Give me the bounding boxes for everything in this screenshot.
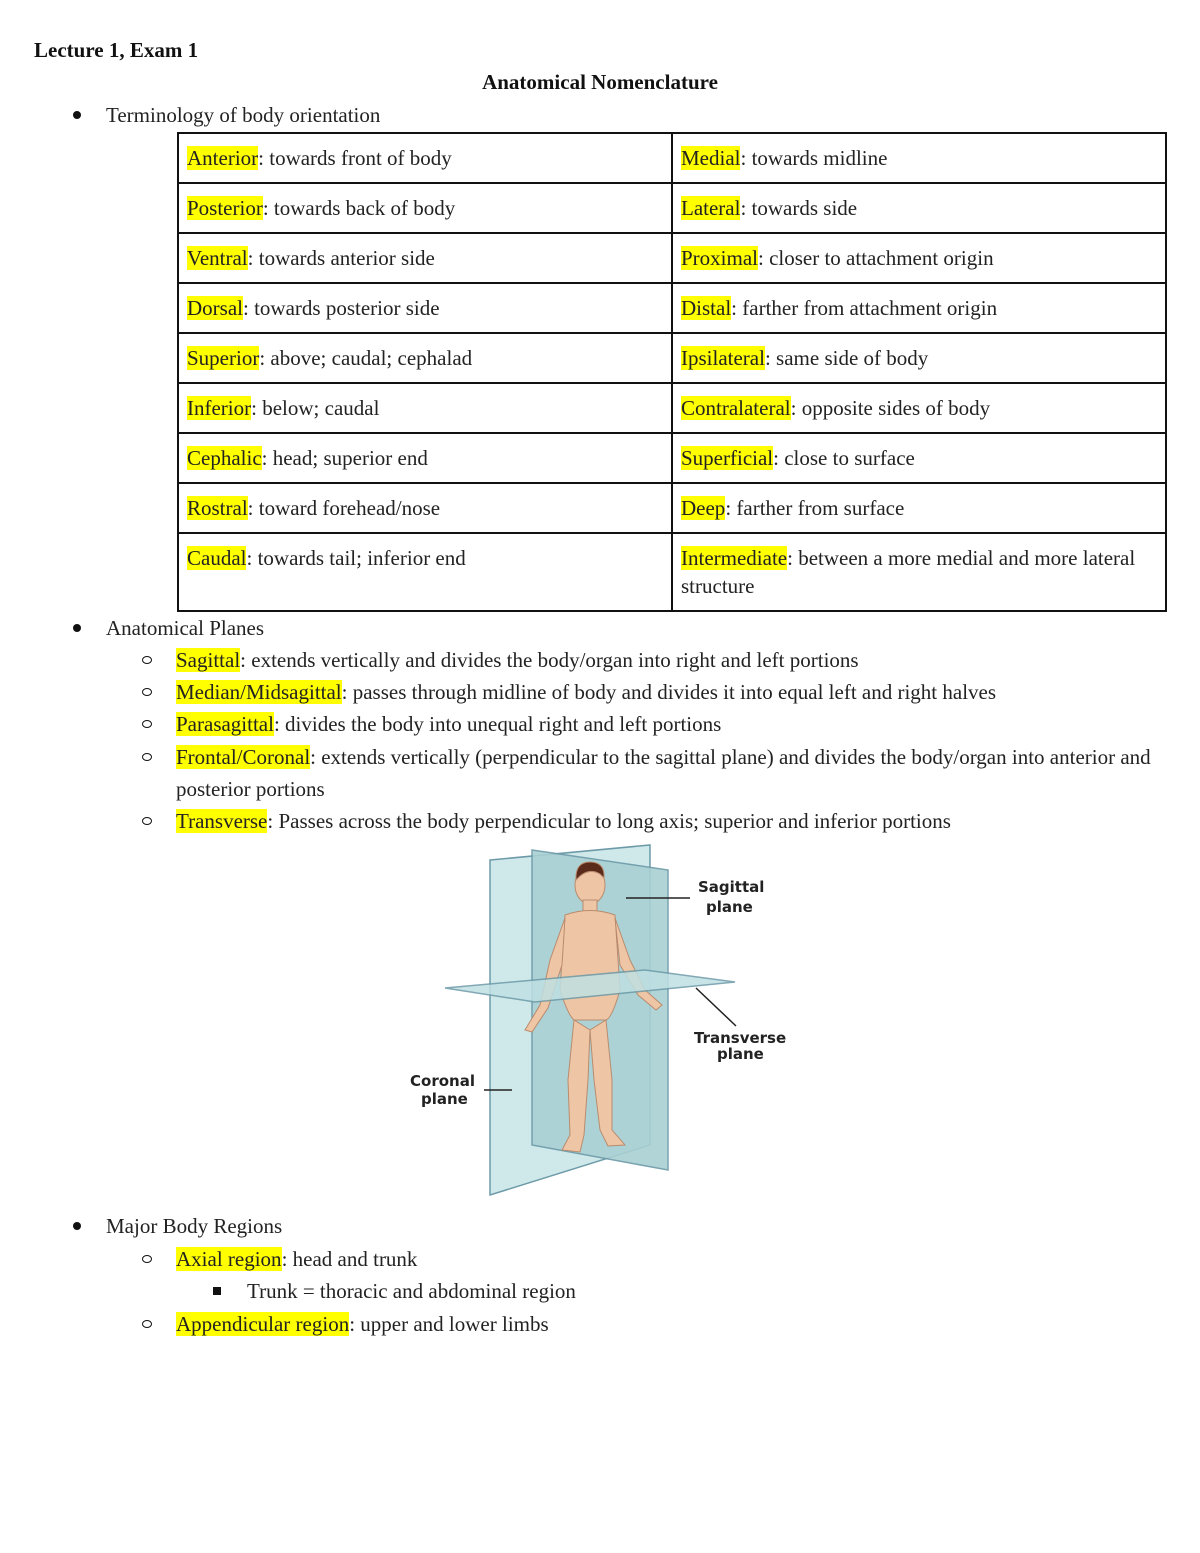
orientation-terms-table [177,132,1167,612]
section-heading-planes: Anatomical Planes [106,616,265,640]
document-header: Lecture 1, Exam 1 [34,38,199,62]
plane-item-coronal [176,741,1166,805]
term-highlight: Contralateral [681,396,791,420]
circle-bullet-icon [142,720,152,728]
term-description: : below; caudal [251,396,380,420]
circle-bullet-icon [142,1320,152,1328]
table-cell [178,483,672,533]
term-description: : extends vertically and divides the body/organ into right and left portions [240,648,859,672]
sagittal-plane-label: Sagittal [698,878,765,896]
table-row [178,533,1166,611]
plane-item-parasagittal [176,708,721,740]
term-description: : head and trunk [281,1247,418,1271]
term-highlight: Lateral [681,196,741,220]
section-heading-orientation: Terminology of body orientation [106,103,381,127]
circle-bullet-icon [142,753,152,761]
term-description: : towards front of body [258,146,452,170]
table-row [178,283,1166,333]
plane-item-sagittal [176,644,859,676]
coronal-plane-label: Coronal [410,1072,475,1090]
term-description: : towards midline [740,146,888,170]
circle-bullet-icon [142,656,152,664]
term-description: : upper and lower limbs [349,1312,549,1336]
page-title: Anatomical Nomenclature [482,70,718,94]
term-description: : towards back of body [262,196,456,220]
circle-bullet-icon [142,1255,152,1263]
bullet-icon [73,111,81,119]
term-description: : head; superior end [261,446,428,470]
circle-bullet-icon [142,817,152,825]
term-description: : closer to attachment origin [758,246,994,270]
term-highlight: Dorsal [187,296,243,320]
table-cell [672,433,1166,483]
term-description: : divides the body into unequal right and left portions [273,712,722,736]
table-cell [178,383,672,433]
term-highlight: Ipsilateral [681,346,765,370]
term-highlight: Transverse [176,809,268,833]
term-description: : Passes across the body perpendicular to long axis; superior and inferior portions [267,809,951,833]
table-row [178,333,1166,383]
anatomical-planes-figure [400,840,800,1200]
table-cell [178,433,672,483]
table-row [178,383,1166,433]
transverse-plane-shape [445,970,735,1002]
term-description: : close to surface [773,446,915,470]
term-highlight: Anterior [187,146,259,170]
table-cell [672,133,1166,183]
sagittal-plane-label: plane [706,898,753,916]
table-cell [178,133,672,183]
term-highlight: Superficial [681,446,774,470]
table-cell [672,233,1166,283]
term-highlight: Superior [187,346,260,370]
table-row [178,433,1166,483]
bullet-icon [73,1222,81,1230]
term-description: : extends vertically (perpendicular to the sagittal plane) and divides the body/organ into anterior and posterior portions [176,745,1151,801]
term-highlight: Inferior [187,396,252,420]
table-cell [178,233,672,283]
term-highlight: Medial [681,146,741,170]
term-highlight: Ventral [187,246,248,270]
term-highlight: Rostral [187,496,248,520]
term-highlight: Appendicular region [176,1312,350,1336]
region-item-appendicular [176,1308,549,1340]
term-description: : farther from surface [725,496,905,520]
term-description: : above; caudal; cephalad [259,346,473,370]
term-highlight: Median/Midsagittal [176,680,342,704]
coronal-plane-label: plane [421,1090,468,1108]
term-description: : towards anterior side [247,246,435,270]
plane-item-midsagittal [176,676,996,708]
section-heading-regions: Major Body Regions [106,1214,283,1238]
transverse-plane-label: Transverse [694,1029,787,1047]
term-highlight: Posterior [187,196,263,220]
table-cell [178,533,672,611]
term-description: : towards tail; inferior end [246,546,466,570]
table-cell [672,283,1166,333]
term-highlight: Deep [681,496,726,520]
table-row [178,133,1166,183]
trunk-note: Trunk = thoracic and abdominal region [247,1279,576,1303]
term-description: : opposite sides of body [790,396,991,420]
term-highlight: Frontal/Coronal [176,745,311,769]
table-cell [672,483,1166,533]
table-row [178,183,1166,233]
term-description: : towards posterior side [243,296,440,320]
table-cell [672,333,1166,383]
table-cell [672,533,1166,611]
circle-bullet-icon [142,688,152,696]
term-highlight: Axial region [176,1247,282,1271]
table-cell [178,183,672,233]
region-item-axial [176,1243,417,1275]
term-highlight: Proximal [681,246,758,270]
term-description: : farther from attachment origin [731,296,998,320]
table-cell [672,383,1166,433]
term-description: : between a more medial and more lateral structure [681,546,1136,598]
term-description: : same side of body [764,346,929,370]
term-highlight: Caudal [187,546,247,570]
term-highlight: Cephalic [187,446,262,470]
table-cell [672,183,1166,233]
square-bullet-icon [213,1287,221,1295]
bullet-icon [73,624,81,632]
term-description: : toward forehead/nose [247,496,441,520]
term-highlight: Sagittal [176,648,241,672]
term-description: : towards side [740,196,858,220]
table-cell [178,283,672,333]
table-row [178,233,1166,283]
table-row [178,483,1166,533]
term-highlight: Distal [681,296,732,320]
term-highlight: Intermediate [681,546,788,570]
term-description: : passes through midline of body and divides it into equal left and right halves [341,680,997,704]
transverse-plane-label: plane [717,1045,764,1063]
table-cell [178,333,672,383]
plane-item-transverse [176,805,951,837]
term-highlight: Parasagittal [176,712,274,736]
